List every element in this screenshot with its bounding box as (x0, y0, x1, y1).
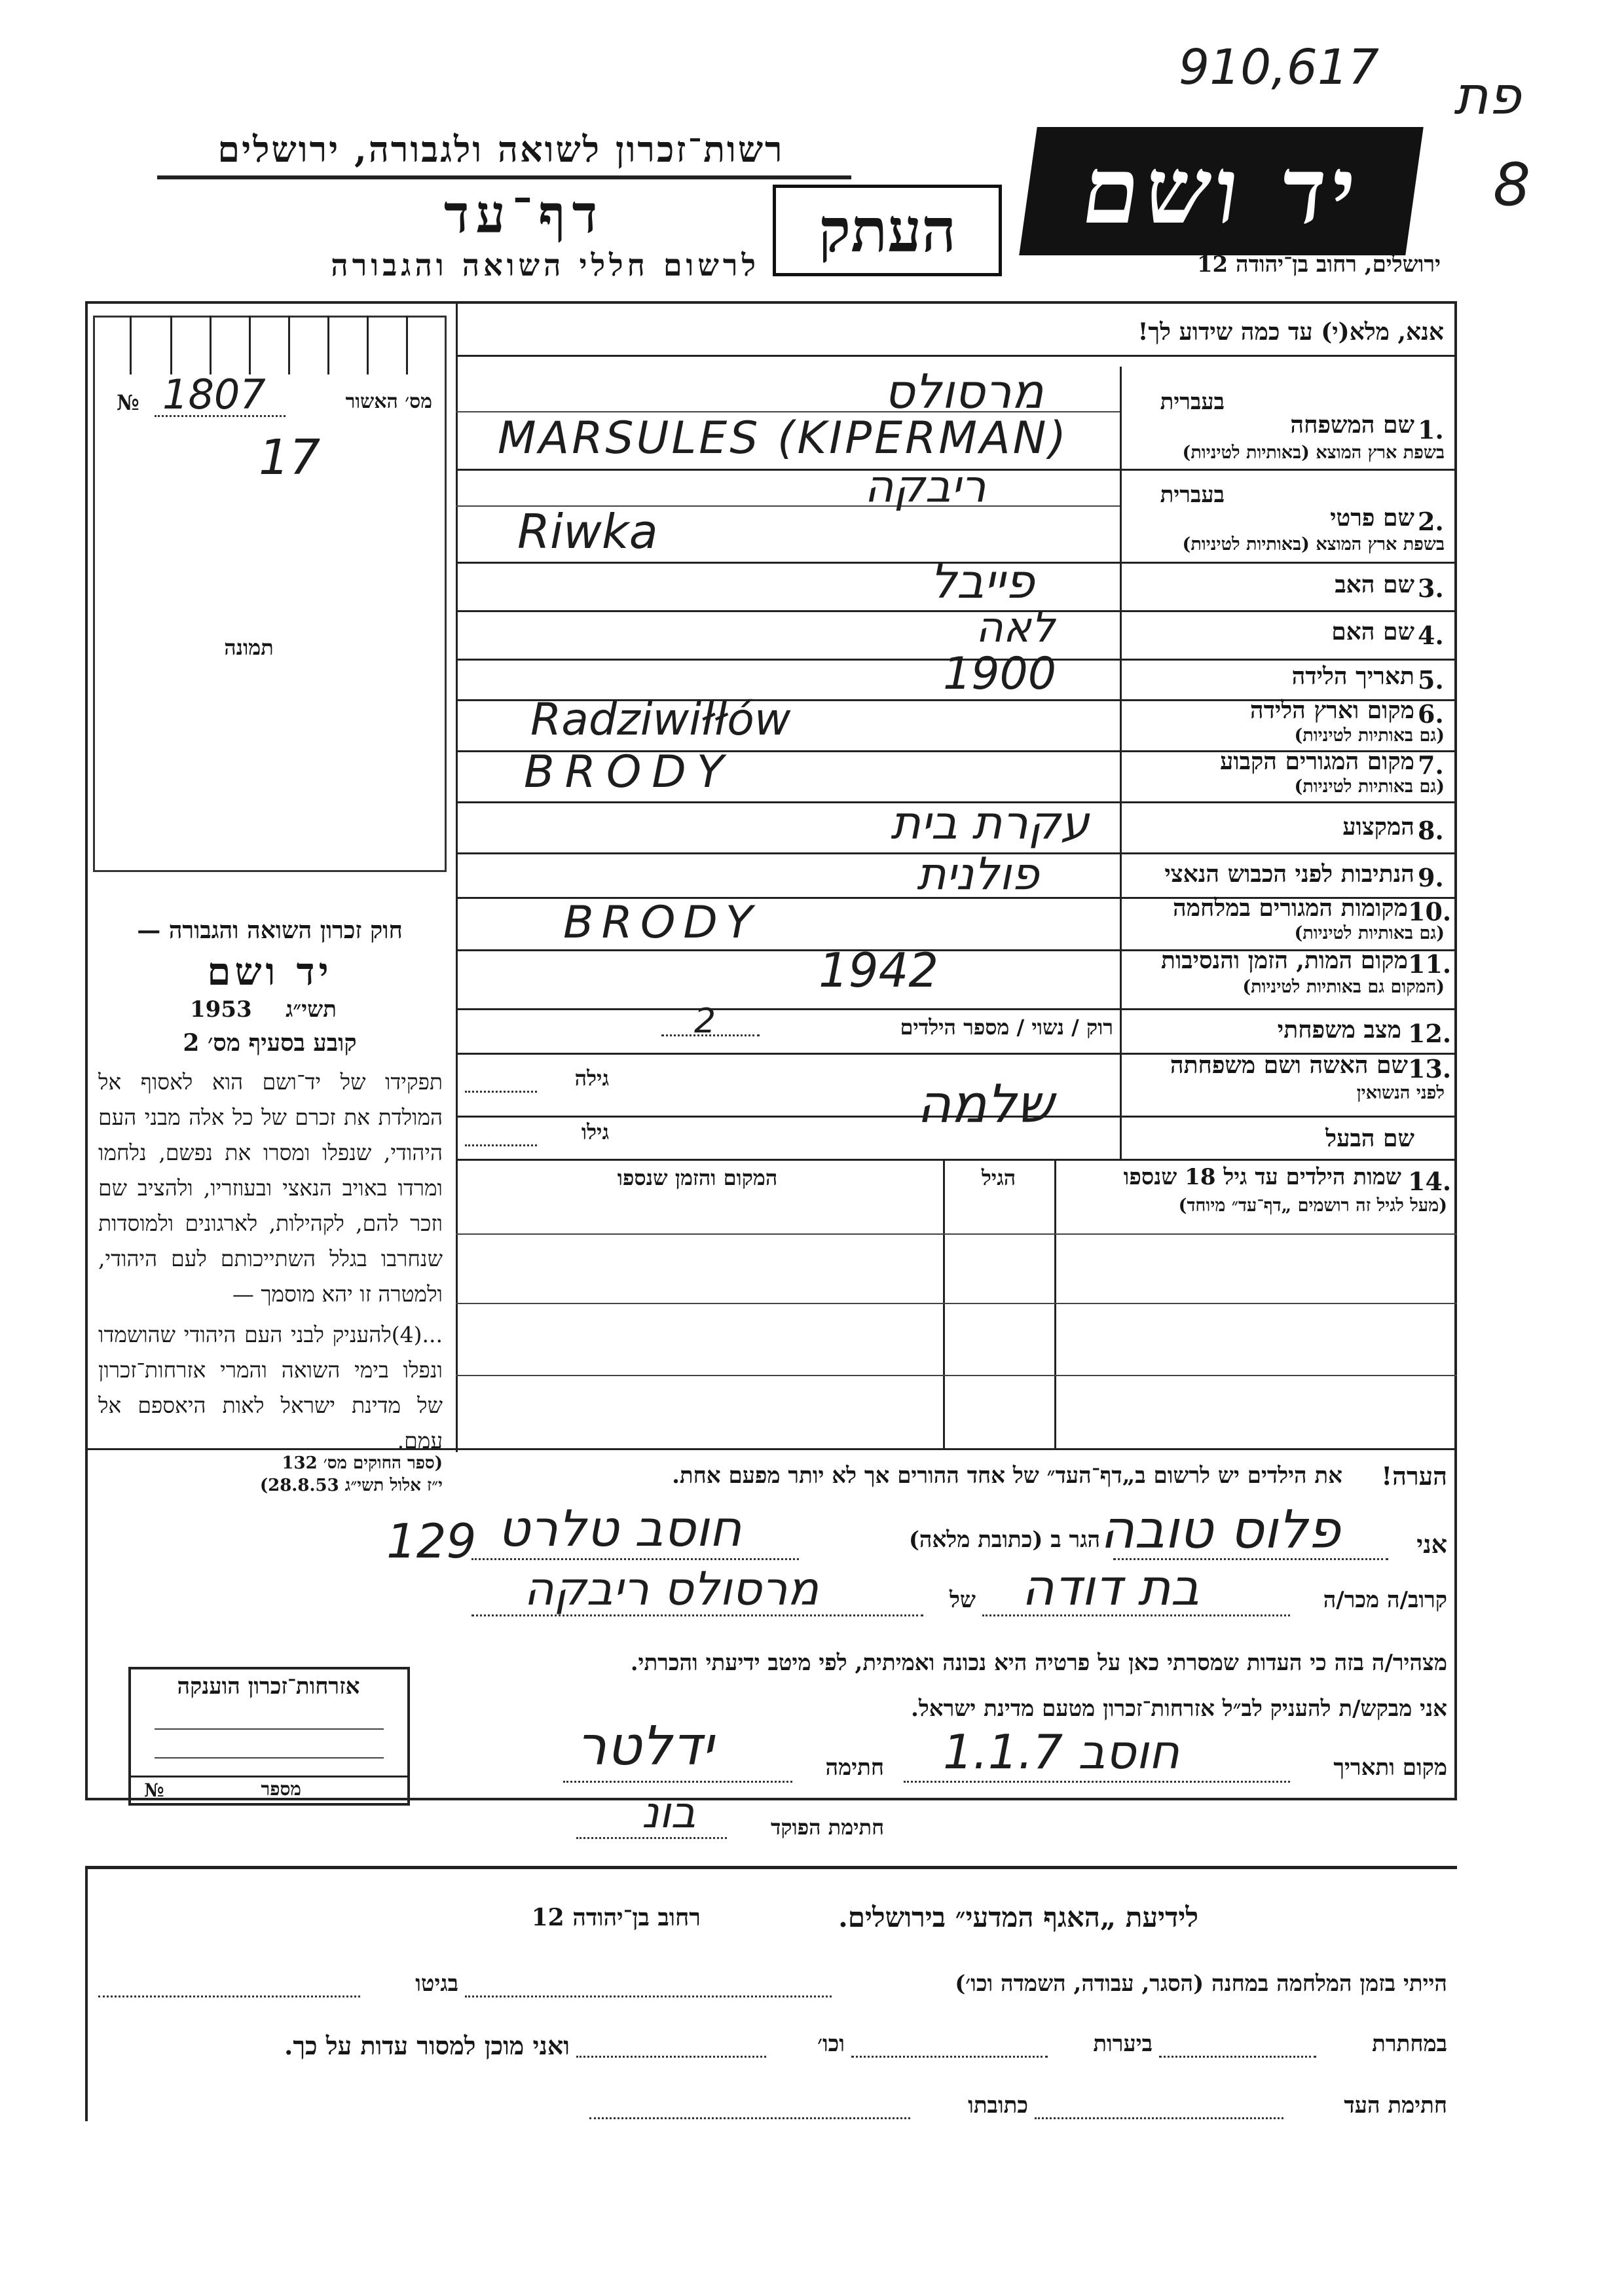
approval-number-sign: № (117, 390, 139, 415)
field-1-label: שם המשפחה (1290, 411, 1414, 439)
approval-sub: 17 (259, 429, 321, 486)
bottom-title: לידיעת „האגף המדעי״ בירושלים. (838, 1901, 1198, 1933)
yad-vashem-address: ירושלים, רחוב בן־יהודה 12 (1196, 251, 1441, 278)
sheet-title: דף־עד (443, 183, 604, 245)
instruction-text: אנא, מלא(י) עד כמה שידוע לך! (1137, 318, 1444, 346)
field-5-value: 1900 (943, 648, 1057, 700)
bottom-testimony: ואני מוכן למסור עדות על כך. (284, 2031, 570, 2060)
archive-number: 910,617 (1179, 39, 1380, 96)
field-13-label: שם האשה ושם משפחתה (1170, 1051, 1408, 1079)
field-7-number: 7. (1418, 750, 1444, 780)
field-2-sub: בשפת ארץ המוצא (באותיות לטיניות) (1182, 534, 1445, 555)
bottom-underground: במחתרת (1372, 2031, 1447, 2057)
field-3-value: פייבל (930, 554, 1035, 609)
bottom-etc: וכו׳ (817, 2031, 845, 2057)
field-2-hebrew-tag: בעברית (1160, 482, 1225, 508)
field-10-value: BRODY (563, 897, 761, 949)
approval-number: 1807 (162, 371, 266, 418)
field-12-options: רוק / נשוי / מספר הילדים (900, 1015, 1113, 1040)
field-1-sub: בשפת ארץ המוצא (באותיות לטיניות) (1182, 443, 1445, 463)
field-14-number: 14. (1408, 1167, 1452, 1196)
law-name: יד ושם (207, 949, 333, 994)
children-age-header: הגיל (981, 1165, 1016, 1190)
witness-address: חוסב טלרט (498, 1499, 742, 1558)
note-label: הערה! (1381, 1461, 1447, 1491)
field-8-label: המקצוע (1342, 813, 1414, 841)
bottom-forests: ביערות (1093, 2031, 1153, 2057)
field-7-value: BRODY (524, 746, 735, 798)
resides-label: הגר ב (כתובת מלאה) (908, 1527, 1100, 1553)
husband-age-label: גילו (581, 1120, 609, 1144)
field-14-label: שמות הילדים עד גיל 18 שנספו (1123, 1164, 1401, 1190)
field-5-number: 5. (1418, 665, 1444, 695)
field-2-value-hebrew: ריבקה (864, 461, 986, 513)
bottom-witness-address: כתובתו (968, 2092, 1028, 2119)
field-7-label: מקום המגורים הקבוע (1220, 748, 1414, 775)
field-10-label: מקומות המגורים במלחמה (1173, 894, 1408, 922)
field-6-value: Radziwiłłów (530, 694, 791, 746)
field-14-sub: (מעל לגיל זה רושמים „דף־עד״ מיוחד) (1178, 1195, 1447, 1216)
field-9-value: פולנית (917, 848, 1039, 900)
relative-label: קרוב/ה מכר/ה (1323, 1587, 1447, 1613)
purpose-line: לרשום חללי השואה והגבורה (331, 247, 760, 283)
wife-age-label: גילה (574, 1066, 609, 1091)
field-2-value-latin: Riwka (517, 504, 658, 559)
field-4-number: 4. (1418, 621, 1444, 650)
officer-signature-label: חתימת הפוקד (771, 1815, 884, 1840)
field-1-value-latin: MARSULES (KIPERMAN) (498, 412, 1069, 464)
field-13-sub: לפני הנשואין (1356, 1083, 1445, 1103)
field-3-label: שם האב (1335, 571, 1414, 598)
field-9-label: הנתיבות לפני הכבוש הנאצי (1164, 860, 1414, 888)
field-8-number: 8. (1418, 816, 1444, 845)
field-13-number: 13. (1408, 1054, 1452, 1084)
note-text: את הילדים יש לרשום ב„דף־העד״ של אחד ההורים אך לא יותר מפעם אחת. (672, 1463, 1342, 1489)
field-6-number: 6. (1418, 699, 1444, 729)
field-6-label: מקום וארץ הלידה (1249, 697, 1414, 724)
field-10-number: 10. (1408, 897, 1452, 926)
field-11-value: 1942 (819, 943, 939, 998)
law-body-2: ...(4)להעניק לבני העם היהודי שהושמדו ונפלו בימי השואה והמרי אזרחות־זכרון של מדינת ישראל לאות היאספם אל עמם. (98, 1322, 443, 1453)
field-9-number: 9. (1418, 863, 1444, 892)
husband-label: שם הבעל (1325, 1125, 1414, 1152)
approval-label: מס׳ האשור (345, 390, 432, 413)
field-1-value-hebrew: מרסולס (884, 364, 1044, 419)
bottom-line1-end: בגיטו (415, 1971, 458, 1997)
place-date-value: חוסב 1.1.7 (943, 1724, 1180, 1779)
law-body: תפקידו של יד־ושם הוא לאסוף אל המולדת את זכרם של כל אלה מבני העם היהודי, שנפלו ומסרו את נפשם, נלחמו ומרדו באויב הנאצי ובעוזריו, ולהציב שם וזכר להם, לקהילות, לארגונים ולמוסדות שנחרבו בגלל השתייכותם לעם היהודי, ולמטרה זו יהא מוסמך — (98, 1069, 443, 1307)
relation-value: בת דודה (1022, 1558, 1200, 1616)
field-1-hebrew-tag: בעברית (1160, 389, 1225, 415)
field-8-value: עקרת בית (891, 796, 1090, 850)
citizenship-number-sign: № (144, 1779, 164, 1801)
signature-label: חתימה (825, 1755, 884, 1781)
copy-stamp: העתק (773, 185, 1002, 276)
field-12-number: 12. (1408, 1019, 1452, 1048)
citizenship-number-label: מספר (261, 1778, 301, 1800)
field-6-sub: (גם באותיות לטיניות) (1294, 725, 1445, 746)
corner-mark-1: פת (1454, 65, 1521, 126)
law-clause: קובע בסעיף מס׳ 2 (183, 1029, 357, 1057)
law-source-1: (ספר החוקים מס׳ 132 (282, 1453, 443, 1473)
law-year: 1953 (190, 996, 252, 1023)
corner-mark-2: 8 (1493, 151, 1531, 219)
bottom-witness-signature: חתימת העד (1344, 2092, 1447, 2119)
bottom-address: רחוב בן־יהודה 12 (531, 1904, 701, 1931)
field-12-label: מצב משפחתי (1277, 1016, 1401, 1044)
law-source-2: י״ז אלול תשי״ג 28.8.53) (259, 1476, 443, 1495)
field-3-number: 3. (1418, 574, 1444, 603)
institution-name: רשות־זכרון לשואה ולגבורה, ירושלים (217, 128, 784, 170)
bottom-line1: הייתי בזמן המלחמה במחנה (הסגר, עבודה, השמדה וכו׳) (955, 1971, 1447, 1997)
place-date-label: מקום ותאריך (1333, 1755, 1447, 1781)
page-number-mark: 129 (386, 1514, 477, 1569)
field-12-value: 2 (694, 1002, 716, 1041)
law-year-hebrew: תשי״ג (286, 996, 337, 1023)
declaration-request: אני מבקש/ת להעניק לב״ל אזרחות־זכרון מטעם מדינת ישראל. (911, 1696, 1447, 1722)
declaration-statement: מצהיר/ה בזה כי העדות שמסרתי כאן על פרטיה היא נכונה ואמיתית, לפי מיטב ידיעתי והכרתי. (630, 1650, 1447, 1676)
husband-value: שלמה (917, 1074, 1054, 1135)
field-7-sub: (גם באותיות לטיניות) (1294, 776, 1445, 797)
field-11-number: 11. (1408, 949, 1452, 979)
field-1-number: 1. (1418, 415, 1444, 445)
field-4-label: שם האם (1331, 618, 1414, 646)
field-2-number: 2. (1418, 507, 1444, 536)
witness-name: פלוס טובה (1100, 1499, 1340, 1560)
field-5-label: תאריך הלידה (1291, 663, 1414, 690)
photo-label: תמונה (224, 635, 274, 660)
citizenship-title: אזרחות־זכרון הוענקה (177, 1673, 360, 1700)
of-label: של (950, 1587, 976, 1613)
field-11-label: מקום המות, הזמן והנסיבות (1161, 947, 1408, 974)
children-place-header: המקום והזמן שנספו (617, 1165, 778, 1190)
officer-signature: בונ (642, 1787, 696, 1838)
declaration-ani: אני (1416, 1529, 1447, 1559)
field-10-sub: (גם באותיות לטיניות) (1294, 923, 1445, 943)
field-11-sub: (המקום גם באותיות לטיניות) (1242, 977, 1445, 997)
of-name-value: מרסולס ריבקה (524, 1562, 819, 1616)
field-4-value: לאה (976, 604, 1055, 652)
law-title: חוק זכרון השואה והגבורה — (137, 917, 403, 944)
field-2-label: שם פרטי (1330, 504, 1414, 532)
witness-signature: ידלטר (576, 1715, 714, 1777)
yad-vashem-logo: יד ושם (1019, 127, 1424, 255)
